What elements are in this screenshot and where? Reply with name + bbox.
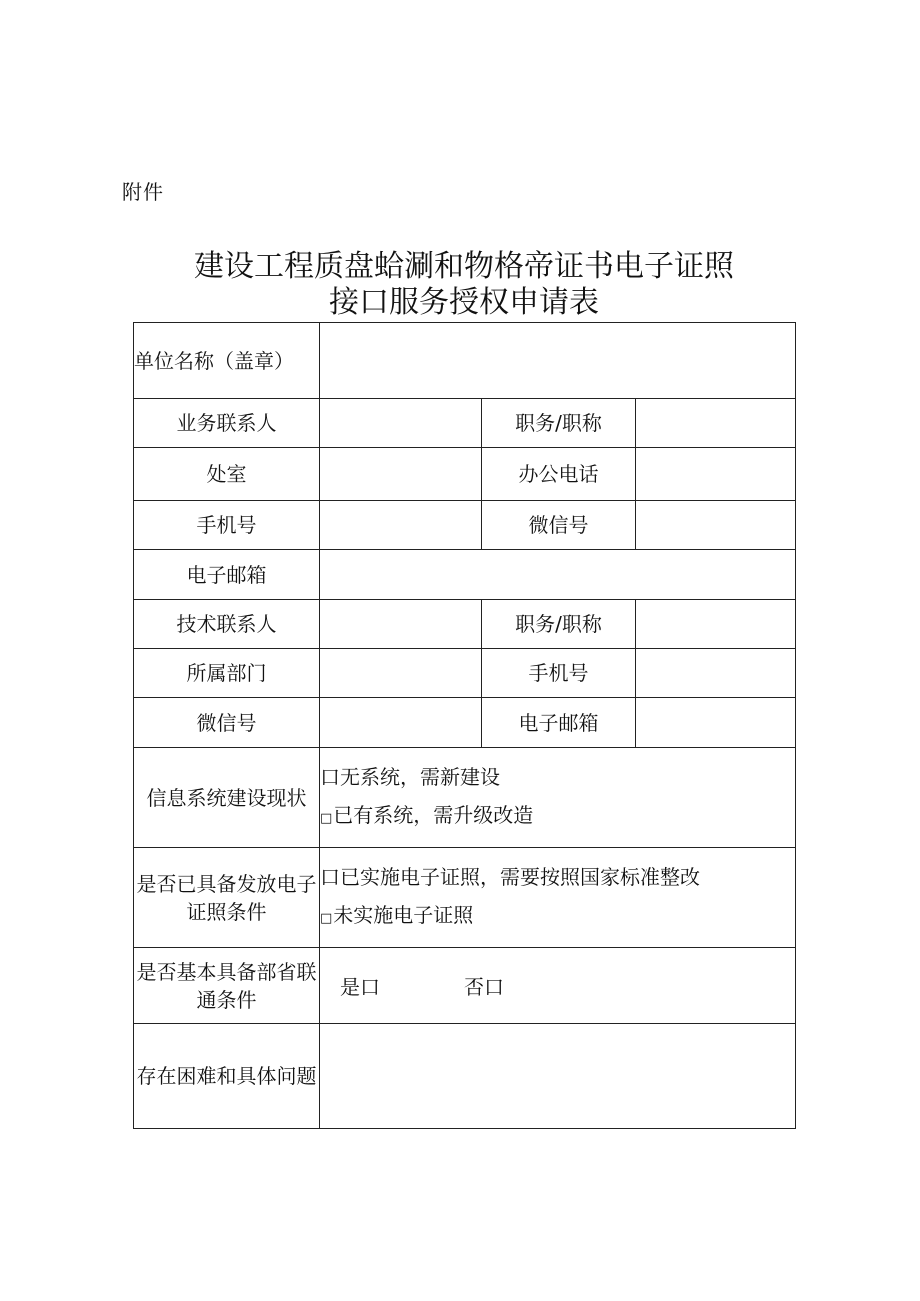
option-not-implemented-text: 未实施电子证照 [333, 902, 474, 927]
checkbox-icon[interactable]: □ [320, 910, 333, 926]
tech-mobile-label: 手机号 [482, 649, 636, 698]
row-issuance [134, 848, 796, 948]
position-title-label: 职务/职称 [482, 399, 636, 448]
option-no[interactable]: 否口 [464, 975, 504, 999]
tech-email-label: 电子邮箱 [482, 698, 636, 748]
office-phone-field[interactable] [636, 448, 796, 501]
form-title-line2: 接口服务授权申请表 [329, 285, 599, 320]
row-email [134, 550, 796, 600]
checkbox-icon[interactable]: □ [320, 810, 333, 826]
wechat-label: 微信号 [482, 501, 636, 550]
system-status-options [320, 748, 796, 848]
option-new-system[interactable] [320, 758, 795, 796]
issuance-options [320, 848, 796, 948]
business-contact-label: 业务联系人 [134, 399, 320, 448]
row-office [134, 448, 796, 501]
option-upgrade-system-text: 已有系统，需升级改造 [333, 802, 534, 827]
attachment-label: 附件 [122, 180, 164, 204]
tech-wechat-label: 微信号 [134, 698, 320, 748]
option-implemented[interactable] [320, 858, 795, 896]
option-yes[interactable]: 是口 [340, 975, 380, 999]
office-field[interactable] [320, 448, 482, 501]
checkbox-icon[interactable]: 口 [320, 764, 340, 789]
row-system-status [134, 748, 796, 848]
row-tech-contact [134, 600, 796, 649]
option-implemented-text: 已实施电子证照，需要按照国家标准整改 [340, 864, 700, 889]
tech-email-field[interactable] [636, 698, 796, 748]
wechat-field[interactable] [636, 501, 796, 550]
tech-position-field[interactable] [636, 600, 796, 649]
business-contact-field[interactable] [320, 399, 482, 448]
tech-mobile-field[interactable] [636, 649, 796, 698]
row-tech-wechat [134, 698, 796, 748]
form-title-line1: 建设工程质盘蛤涮和物格帝证书电子证照 [194, 249, 734, 284]
office-phone-label: 办公电话 [482, 448, 636, 501]
row-interconnect [134, 948, 796, 1024]
department-field[interactable] [320, 649, 482, 698]
interconnect-options [320, 948, 796, 1024]
row-department [134, 649, 796, 698]
row-mobile [134, 501, 796, 550]
row-unit-name [134, 323, 796, 399]
tech-position-label: 职务/职称 [482, 600, 636, 649]
difficulties-label: 存在困难和具体问题 [134, 1024, 320, 1129]
mobile-label: 手机号 [134, 501, 320, 550]
option-not-implemented[interactable] [320, 896, 795, 938]
tech-contact-label: 技术联系人 [134, 600, 320, 649]
option-new-system-text: 无系统，需新建设 [340, 764, 500, 789]
checkbox-icon[interactable]: 口 [320, 864, 340, 889]
tech-contact-field[interactable] [320, 600, 482, 649]
position-title-field[interactable] [636, 399, 796, 448]
application-form-table [133, 322, 796, 1129]
email-field[interactable] [320, 550, 796, 600]
department-label: 所属部门 [134, 649, 320, 698]
unit-name-field[interactable] [320, 323, 796, 399]
system-status-label: 信息系统建设现状 [134, 748, 320, 848]
issuance-label: 是否已具备发放电子证照条件 [134, 848, 320, 948]
email-label: 电子邮箱 [134, 550, 320, 600]
difficulties-field[interactable] [320, 1024, 796, 1129]
interconnect-label: 是否基本具备部省联通条件 [134, 948, 320, 1024]
row-business-contact [134, 399, 796, 448]
unit-name-label: 单位名称（盖章） [134, 323, 320, 399]
mobile-field[interactable] [320, 501, 482, 550]
office-label: 处室 [134, 448, 320, 501]
row-difficulties [134, 1024, 796, 1129]
option-upgrade-system[interactable] [320, 796, 795, 838]
tech-wechat-field[interactable] [320, 698, 482, 748]
